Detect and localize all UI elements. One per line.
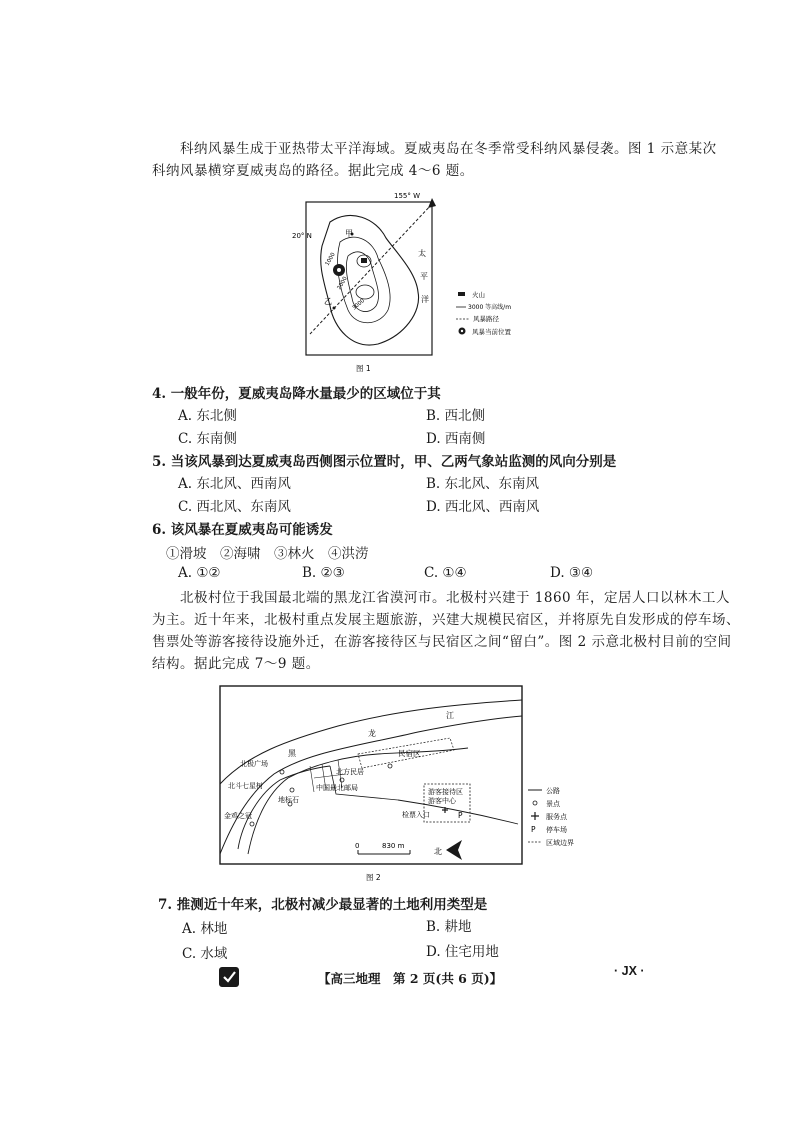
station-jia-label: 甲	[345, 229, 353, 238]
sea-char-3: 洋	[421, 295, 429, 304]
q4-option-c[interactable]: C. 东南侧	[178, 431, 237, 447]
footer-page-info: 【高三地理 第 2 页(共 6 页)】	[318, 971, 503, 986]
legend-path: 风暴路径	[473, 315, 499, 323]
intro2-line3: 售票处等游客接待设施外迁，在游客接待区与民宿区之间“留白”。图 2 示意北极村目前的空间	[152, 634, 732, 650]
label-post: 中国最北邮局	[316, 784, 358, 792]
legend-road: 公路	[546, 787, 560, 795]
storm-path-arrow	[428, 198, 436, 208]
q5-stem: 5. 当该风暴到达夏威夷岛西侧图示位置时，甲、乙两气象站监测的风向分别是	[152, 454, 617, 470]
label-center: 游客中心	[428, 797, 456, 805]
lon-label: 155° W	[394, 192, 421, 200]
legend-contour: 3000 等高线/m	[468, 304, 512, 311]
label-marker: 地标石	[278, 796, 299, 804]
figure-2-caption: 图 2	[366, 873, 381, 882]
q5-option-b[interactable]: B. 东北风、东南风	[426, 476, 540, 492]
scale-dist: 830 m	[382, 842, 405, 850]
figure-1	[292, 186, 542, 376]
north-label: 北	[434, 847, 442, 856]
checkbox-icon	[219, 967, 239, 987]
map-frame	[306, 202, 432, 355]
label-reception: 游客接待区	[428, 788, 463, 796]
q7-option-c[interactable]: C. 水域	[182, 946, 228, 962]
legend-service: 服务点	[546, 813, 567, 821]
contour-label-3000: 3000	[351, 297, 367, 312]
contour-label-1000: 1000	[324, 251, 337, 267]
intro2-line4: 结构。据此完成 7～9 题。	[152, 656, 320, 672]
q7-option-d[interactable]: D. 住宅用地	[426, 944, 499, 960]
contour-label-2000: 2000	[336, 275, 349, 291]
intro1-line1: 科纳风暴生成于亚热带太平洋海域。夏威夷岛在冬季常受科纳风暴侵袭。图 1 示意某次	[180, 141, 717, 157]
q5-option-c[interactable]: C. 西北风、东南风	[178, 499, 291, 515]
q6-stem: 6. 该风暴在夏威夷岛可能诱发	[152, 522, 333, 538]
label-stars: 北斗七星树	[228, 782, 263, 790]
legend-scenic: 景点	[546, 800, 560, 808]
station-yi-dot	[333, 307, 336, 310]
sea-char-2: 平	[420, 272, 428, 281]
scenic-square-icon	[280, 770, 284, 774]
footer-code: · JX ·	[614, 964, 645, 978]
q4-option-d[interactable]: D. 西南侧	[426, 431, 486, 447]
q6-option-d[interactable]: D. ③④	[550, 565, 594, 581]
label-homestay: 民宿区	[398, 749, 421, 758]
scenic-stars-icon	[290, 788, 294, 792]
label-gate: 检票入口	[402, 811, 430, 819]
q7-stem: 7. 推测近十年来，北极村减少最显著的土地利用类型是	[158, 897, 488, 913]
legend-volcano-symbol	[458, 292, 465, 296]
q6-option-a[interactable]: A. ①②	[178, 565, 221, 581]
intro2-line1: 北极村位于我国最北端的黑龙江省漠河市。北极村兴建于 1860 年，定居人口以林木工人	[180, 590, 730, 606]
legend-volcano: 火山	[472, 291, 485, 299]
q6-items: ①滑坡 ②海啸 ③林火 ④洪涝	[166, 546, 369, 562]
legend-parking-symbol: P	[531, 825, 536, 834]
volcano-icon	[361, 258, 367, 263]
scenic-home-icon	[388, 764, 392, 768]
scenic-gold-icon	[250, 822, 254, 826]
q6-option-c[interactable]: C. ①④	[424, 565, 467, 581]
figure-2	[218, 684, 598, 884]
beiji-village-map	[218, 684, 598, 884]
river-char-3: 江	[446, 711, 454, 720]
label-north-home: 北方民居	[336, 768, 364, 776]
legend-boundary: 区域边界	[546, 839, 574, 847]
storm-path	[310, 204, 432, 334]
label-parking: P	[458, 811, 463, 820]
north-arrow-icon	[446, 840, 462, 860]
label-gold: 金鸡之冠	[224, 812, 252, 820]
intro-paragraph-1	[152, 138, 717, 182]
q5-option-a[interactable]: A. 东北风、西南风	[178, 476, 291, 492]
river-char-1: 黑	[288, 749, 296, 758]
intro-paragraph-2	[152, 587, 740, 675]
q4-stem: 4. 一般年份，夏威夷岛降水量最少的区域位于其	[152, 386, 441, 402]
sea-char-1: 太	[418, 249, 426, 258]
legend-storm-position: 风暴当前位置	[472, 328, 511, 336]
lat-label: 20° N	[292, 232, 312, 240]
q4-option-b[interactable]: B. 西北侧	[426, 408, 486, 424]
station-yi-label: 乙	[324, 297, 332, 306]
contour-3000-south	[356, 285, 374, 299]
hawaii-storm-map	[292, 186, 542, 376]
q4-option-a[interactable]: A. 东北侧	[178, 408, 237, 424]
q7-option-b[interactable]: B. 耕地	[426, 919, 472, 935]
legend-scenic-symbol	[533, 801, 537, 805]
river-char-2: 龙	[368, 729, 376, 738]
map-frame	[220, 686, 522, 864]
figure-1-caption: 图 1	[356, 364, 371, 373]
intro1-line2: 科纳风暴横穿夏威夷岛的路径。据此完成 4～6 题。	[152, 163, 474, 179]
q7-option-a[interactable]: A. 林地	[182, 921, 228, 937]
q5-option-d[interactable]: D. 西北风、西南风	[426, 499, 540, 515]
label-square: 北极广场	[240, 760, 268, 768]
legend-parking: 停车场	[546, 826, 567, 834]
intro2-line2: 为主。近十年来，北极村重点发展主题旅游，兴建大规模民宿区，并将原先自发形成的停车场、	[152, 612, 740, 628]
q6-option-b[interactable]: B. ②③	[302, 565, 345, 581]
scale-zero: 0	[355, 842, 360, 850]
island-coastline	[321, 215, 419, 345]
legend-service-symbol	[531, 812, 539, 820]
